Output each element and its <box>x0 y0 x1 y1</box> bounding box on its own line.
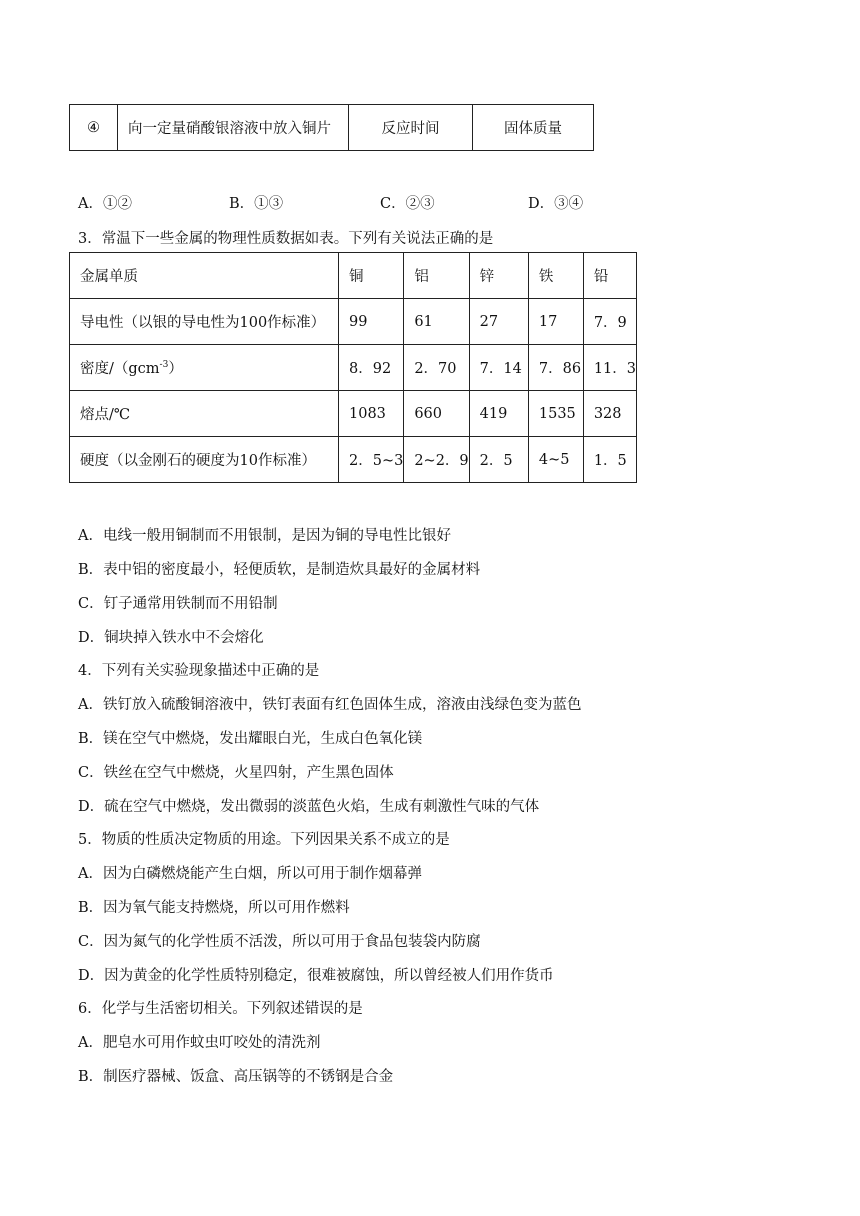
q4-option-c: C．铁丝在空气中燃烧，火星四射，产生黑色固体 <box>78 765 394 781</box>
table-row <box>70 299 637 345</box>
table-cell: 328 <box>583 391 636 437</box>
q6-stem: 6．化学与生活密切相关。下列叙述错误的是 <box>78 1001 363 1017</box>
q5-stem: 5．物质的性质决定物质的用途。下列因果关系不成立的是 <box>78 832 450 848</box>
table-row <box>70 391 637 437</box>
table-cell: 7．9 <box>583 299 636 345</box>
header-cell: 铅 <box>583 253 636 299</box>
table-cell: 7．14 <box>469 345 528 391</box>
table-cell: 660 <box>404 391 469 437</box>
q4-option-d: D．硫在空气中燃烧，发出微弱的淡蓝色火焰，生成有刺激性气味的气体 <box>78 799 540 815</box>
table-cell: 61 <box>404 299 469 345</box>
q6-option-a: A．肥皂水可用作蚊虫叮咬处的清洗剂 <box>78 1035 321 1051</box>
table-cell: 反应时间 <box>349 105 473 151</box>
q3-option-b: B．表中铝的密度最小，轻便质软，是制造炊具最好的金属材料 <box>78 562 481 578</box>
table-cell: 2．5 <box>469 437 528 483</box>
table-cell: 17 <box>528 299 583 345</box>
table-cell: 导电性（以银的导电性为100作标准） <box>70 299 339 345</box>
table-row <box>70 345 637 391</box>
header-cell: 铜 <box>339 253 404 299</box>
table-cell: 1535 <box>528 391 583 437</box>
header-cell: 铝 <box>404 253 469 299</box>
table-cell: 11．3 <box>583 345 636 391</box>
header-cell: 金属单质 <box>70 253 339 299</box>
q2-table <box>69 104 594 151</box>
table-cell: 99 <box>339 299 404 345</box>
table-cell: 7．86 <box>528 345 583 391</box>
q2-option-d: D．③④ <box>528 196 584 212</box>
q3-option-a: A．电线一般用铜制而不用银制，是因为铜的导电性比银好 <box>78 528 451 544</box>
table-cell: 熔点/℃ <box>70 391 339 437</box>
table-cell: 密度/（gcm$^{-3}$） <box>70 345 339 391</box>
table-cell: 向一定量硝酸银溶液中放入铜片 <box>118 105 349 151</box>
table-cell: 1．5 <box>583 437 636 483</box>
table-cell: 2．70 <box>404 345 469 391</box>
q2-option-a: A．①② <box>78 196 132 212</box>
q3-option-d: D．铜块掉入铁水中不会熔化 <box>78 630 264 646</box>
q3-stem: 3．常温下一些金属的物理性质数据如表。下列有关说法正确的是 <box>78 231 494 247</box>
table-cell: 4~5 <box>528 437 583 483</box>
q5-option-b: B．因为氧气能支持燃烧，所以可用作燃料 <box>78 900 350 916</box>
table-cell: 2~2．9 <box>404 437 469 483</box>
q4-option-a: A．铁钉放入硫酸铜溶液中，铁钉表面有红色固体生成，溶液由浅绿色变为蓝色 <box>78 697 582 713</box>
table-cell: 27 <box>469 299 528 345</box>
q5-option-a: A．因为白磷燃烧能产生白烟，所以可用于制作烟幕弹 <box>78 866 422 882</box>
q5-option-c: C．因为氮气的化学性质不活泼，所以可用于食品包装袋内防腐 <box>78 934 481 950</box>
table-cell: ④ <box>70 105 118 151</box>
table-row <box>70 437 637 483</box>
q6-option-b: B．制医疗器械、饭盒、高压锅等的不锈钢是合金 <box>78 1069 394 1085</box>
header-cell: 铁 <box>528 253 583 299</box>
table-cell: 2．5~3 <box>339 437 404 483</box>
q2-option-b: B．①③ <box>229 196 284 212</box>
table-cell: 1083 <box>339 391 404 437</box>
table-cell: 硬度（以金刚石的硬度为10作标准） <box>70 437 339 483</box>
q3-option-c: C．钉子通常用铁制而不用铅制 <box>78 596 278 612</box>
table-cell: 固体质量 <box>473 105 594 151</box>
q5-option-d: D．因为黄金的化学性质特别稳定，很难被腐蚀，所以曾经被人们用作货币 <box>78 968 554 984</box>
table-cell: 419 <box>469 391 528 437</box>
q4-stem: 4．下列有关实验现象描述中正确的是 <box>78 663 320 679</box>
q4-option-b: B．镁在空气中燃烧，发出耀眼白光，生成白色氧化镁 <box>78 731 423 747</box>
table-row <box>70 105 594 151</box>
header-cell: 锌 <box>469 253 528 299</box>
table-header-row <box>70 253 637 299</box>
table-cell: 8．92 <box>339 345 404 391</box>
metals-table <box>69 252 637 483</box>
q2-option-c: C．②③ <box>380 196 435 212</box>
